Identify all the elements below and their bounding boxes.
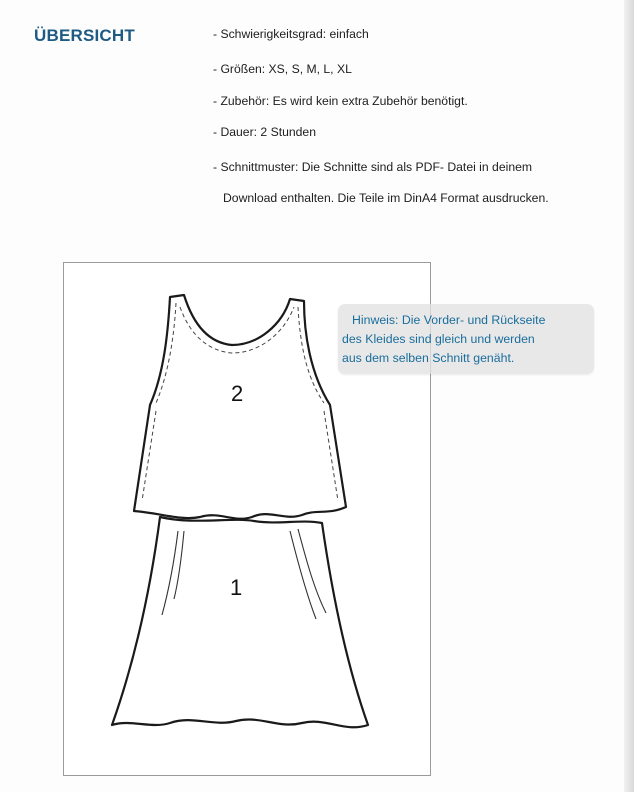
info-duration: - Dauer: 2 Stunden [213, 125, 316, 139]
top-piece-label: 2 [231, 381, 244, 406]
info-sizes: - Größen: XS, S, M, L, XL [213, 62, 352, 76]
page-edge-shadow [624, 0, 634, 792]
hint-note-line: Hinweis: Die Vorder- und Rückseite [352, 313, 546, 327]
hint-note-line: aus dem selben Schnitt genäht. [342, 351, 515, 365]
hint-note [338, 304, 594, 374]
info-difficulty: - Schwierigkeitsgrad: einfach [213, 27, 369, 41]
page-heading: ÜBERSICHT [34, 26, 135, 45]
skirt-piece-outline [112, 517, 368, 727]
info-pattern: - Schnittmuster: Die Schnitte sind als PDF- Datei in deinem [213, 160, 533, 174]
info-accessories: - Zubehör: Es wird kein extra Zubehör benötigt. [213, 94, 468, 108]
info-pattern-continued: Download enthalten. Die Teile im DinA4 Format ausdrucken. [223, 191, 549, 205]
hint-note-line: des Kleides sind gleich und werden [342, 332, 535, 346]
top-piece-outline [134, 295, 346, 519]
skirt-piece-label: 1 [230, 575, 243, 600]
